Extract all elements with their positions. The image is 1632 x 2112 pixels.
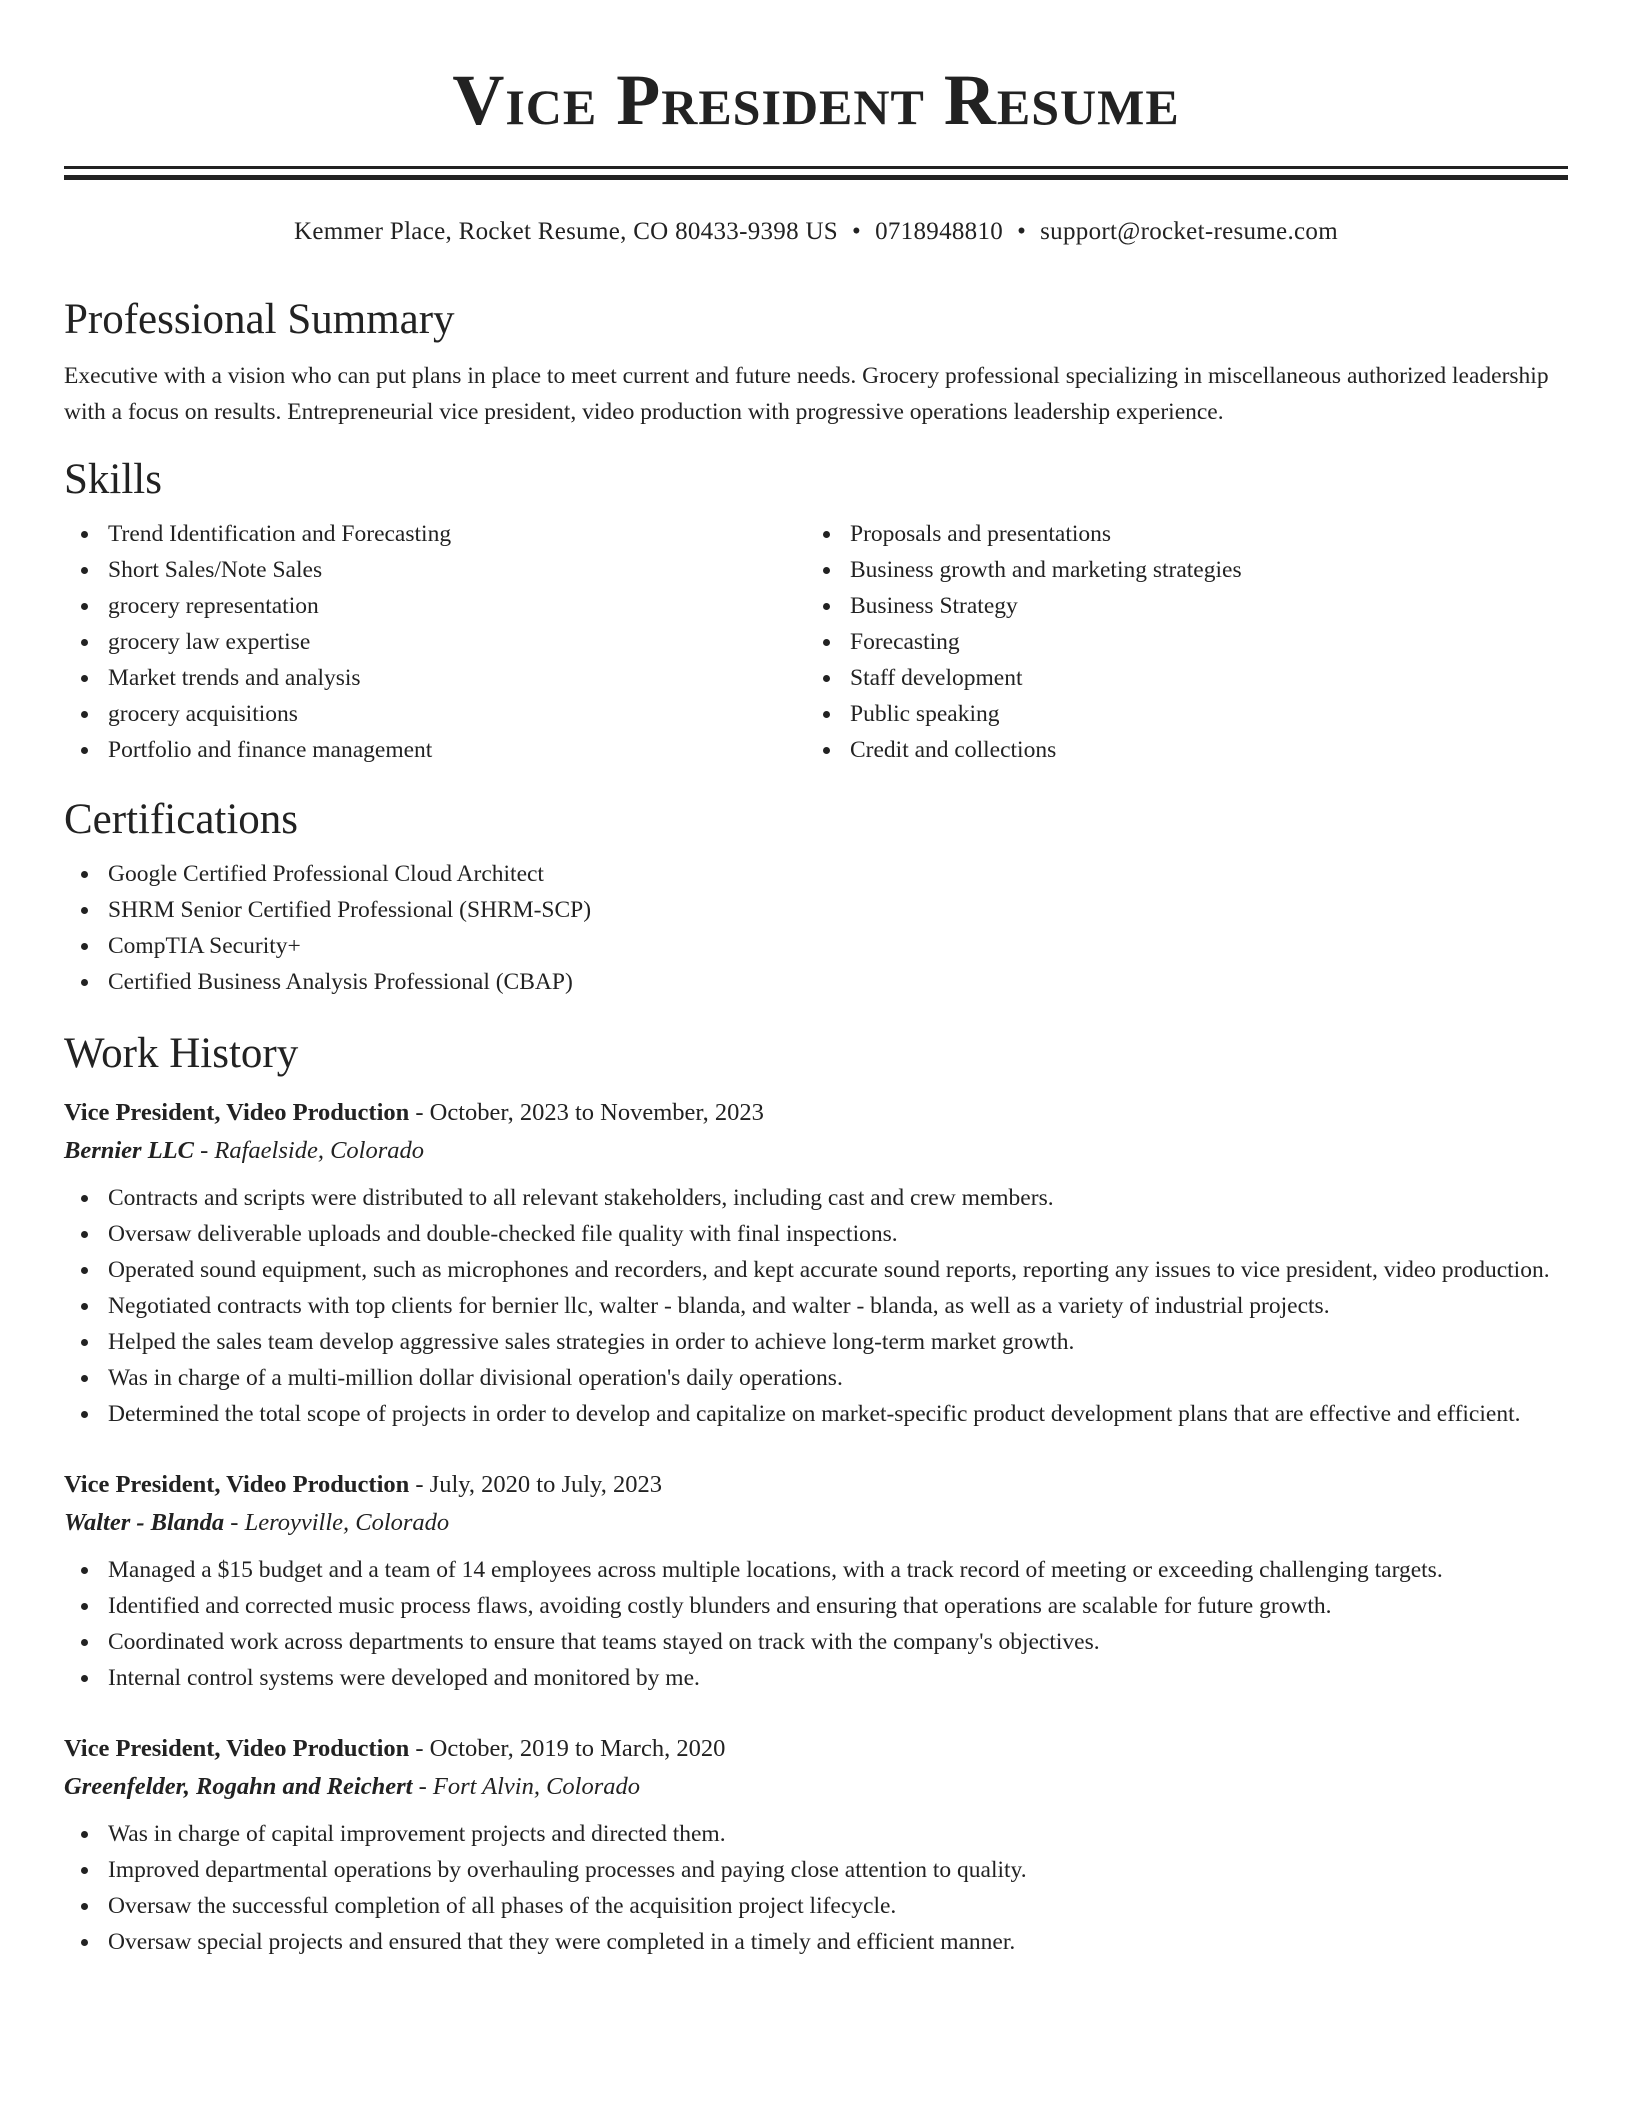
certification-item: Google Certified Professional Cloud Architect — [64, 856, 1568, 892]
job-company-line — [64, 1768, 1568, 1806]
skill-item: Business growth and marketing strategies — [806, 552, 1548, 588]
job-bullets — [64, 1552, 1568, 1696]
resume-title: Vice President Resume — [452, 60, 1180, 140]
job-entry — [64, 1730, 1568, 1960]
job-bullet: Oversaw special projects and ensured that they were completed in a timely and efficient manner. — [64, 1924, 1568, 1960]
job-dates: - July, 2020 to July, 2023 — [409, 1471, 662, 1498]
certifications-heading: Certifications — [64, 796, 299, 843]
job-bullet: Operated sound equipment, such as microphones and recorders, and kept accurate sound reports, reporting any issues to vice president, video production. — [64, 1252, 1568, 1288]
skill-item: Forecasting — [806, 624, 1548, 660]
certifications-section — [64, 792, 1568, 1000]
job-title: Vice President, Video Production — [64, 1735, 410, 1762]
job-bullet: Determined the total scope of projects in order to develop and capitalize on market-specific product development plans that are effective and efficient. — [64, 1396, 1568, 1432]
job-company-line — [64, 1132, 1568, 1170]
skill-item: Proposals and presentations — [806, 516, 1548, 552]
contact-address: Kemmer Place, Rocket Resume, CO 80433-9398 US — [294, 218, 839, 245]
job-bullet: Was in charge of a multi-million dollar divisional operation's daily operations. — [64, 1360, 1568, 1396]
job-location: - Leroyville, Colorado — [224, 1509, 450, 1536]
job-company: Walter - Blanda — [64, 1509, 225, 1536]
contact-email: support@rocket-resume.com — [1040, 218, 1338, 245]
skills-list-right — [806, 516, 1548, 768]
job-bullet: Oversaw deliverable uploads and double-checked file quality with final inspections. — [64, 1216, 1568, 1252]
job-title: Vice President, Video Production — [64, 1471, 410, 1498]
contact-phone: 0718948810 — [875, 218, 1004, 245]
job-bullet: Managed a $15 budget and a team of 14 employees across multiple locations, with a track record of meeting or exceeding challenging targets. — [64, 1552, 1568, 1588]
job-bullet: Internal control systems were developed and monitored by me. — [64, 1660, 1568, 1696]
contact-separator: • — [852, 218, 862, 245]
job-bullet: Negotiated contracts with top clients for bernier llc, walter - blanda, and walter - blanda, as well as a variety of industrial projects. — [64, 1288, 1568, 1324]
job-company-line — [64, 1504, 1568, 1542]
job-bullet: Was in charge of capital improvement projects and directed them. — [64, 1816, 1568, 1852]
skill-item: Short Sales/Note Sales — [64, 552, 806, 588]
certification-item: CompTIA Security+ — [64, 928, 1568, 964]
job-bullet: Improved departmental operations by overhauling processes and paying close attention to quality. — [64, 1852, 1568, 1888]
skill-item: Public speaking — [806, 696, 1548, 732]
job-bullets — [64, 1180, 1568, 1432]
job-bullet: Coordinated work across departments to ensure that teams stayed on track with the company's objectives. — [64, 1624, 1568, 1660]
title-rule-top — [64, 166, 1568, 169]
job-bullet: Identified and corrected music process flaws, avoiding costly blunders and ensuring that operations are scalable for future growth. — [64, 1588, 1568, 1624]
job-bullets — [64, 1816, 1568, 1960]
job-title-line — [64, 1730, 1568, 1768]
skill-item: Credit and collections — [806, 732, 1548, 768]
summary-text: Executive with a vision who can put plans in place to meet current and future needs. Grocery professional specializing in miscellaneous authorized leadership with a focus on results. Entrepreneurial vice president, video production with progressive operations leadership experience. — [64, 363, 1549, 425]
skill-item: Business Strategy — [806, 588, 1548, 624]
skill-item: Staff development — [806, 660, 1548, 696]
job-location: - Rafaelside, Colorado — [194, 1137, 425, 1164]
job-bullet: Contracts and scripts were distributed to all relevant stakeholders, including cast and crew members. — [64, 1180, 1568, 1216]
job-title: Vice President, Video Production — [64, 1099, 410, 1126]
job-title-line — [64, 1466, 1568, 1504]
skills-list-left — [64, 516, 806, 768]
job-company: Greenfelder, Rogahn and Reichert — [64, 1773, 413, 1800]
contact-line — [64, 216, 1568, 248]
skill-item: Market trends and analysis — [64, 660, 806, 696]
job-bullet: Oversaw the successful completion of all phases of the acquisition project lifecycle. — [64, 1888, 1568, 1924]
job-entry — [64, 1094, 1568, 1432]
work-history-section — [64, 1026, 1568, 1960]
summary-heading: Professional Summary — [64, 296, 455, 343]
work-history-heading: Work History — [64, 1030, 299, 1077]
job-company: Bernier LLC — [64, 1137, 194, 1164]
job-entry — [64, 1466, 1568, 1696]
skills-columns — [64, 516, 1568, 768]
resume-page — [64, 0, 1568, 1960]
skill-item: grocery acquisitions — [64, 696, 806, 732]
certification-item: SHRM Senior Certified Professional (SHRM-SCP) — [64, 892, 1568, 928]
skills-heading: Skills — [64, 456, 162, 503]
skill-item: grocery representation — [64, 588, 806, 624]
job-bullet: Helped the sales team develop aggressive sales strategies in order to achieve long-term market growth. — [64, 1324, 1568, 1360]
job-dates: - October, 2019 to March, 2020 — [409, 1735, 726, 1762]
skill-item: Portfolio and finance management — [64, 732, 806, 768]
skill-item: Trend Identification and Forecasting — [64, 516, 806, 552]
certifications-list — [64, 856, 1568, 1000]
contact-separator: • — [1017, 218, 1027, 245]
summary-section — [64, 292, 1568, 430]
skill-item: grocery law expertise — [64, 624, 806, 660]
job-title-line — [64, 1094, 1568, 1132]
certification-item: Certified Business Analysis Professional (CBAP) — [64, 964, 1568, 1000]
title-rule-bottom — [64, 175, 1568, 180]
job-dates: - October, 2023 to November, 2023 — [409, 1099, 764, 1126]
skills-section — [64, 452, 1568, 768]
job-location: - Fort Alvin, Colorado — [412, 1773, 641, 1800]
